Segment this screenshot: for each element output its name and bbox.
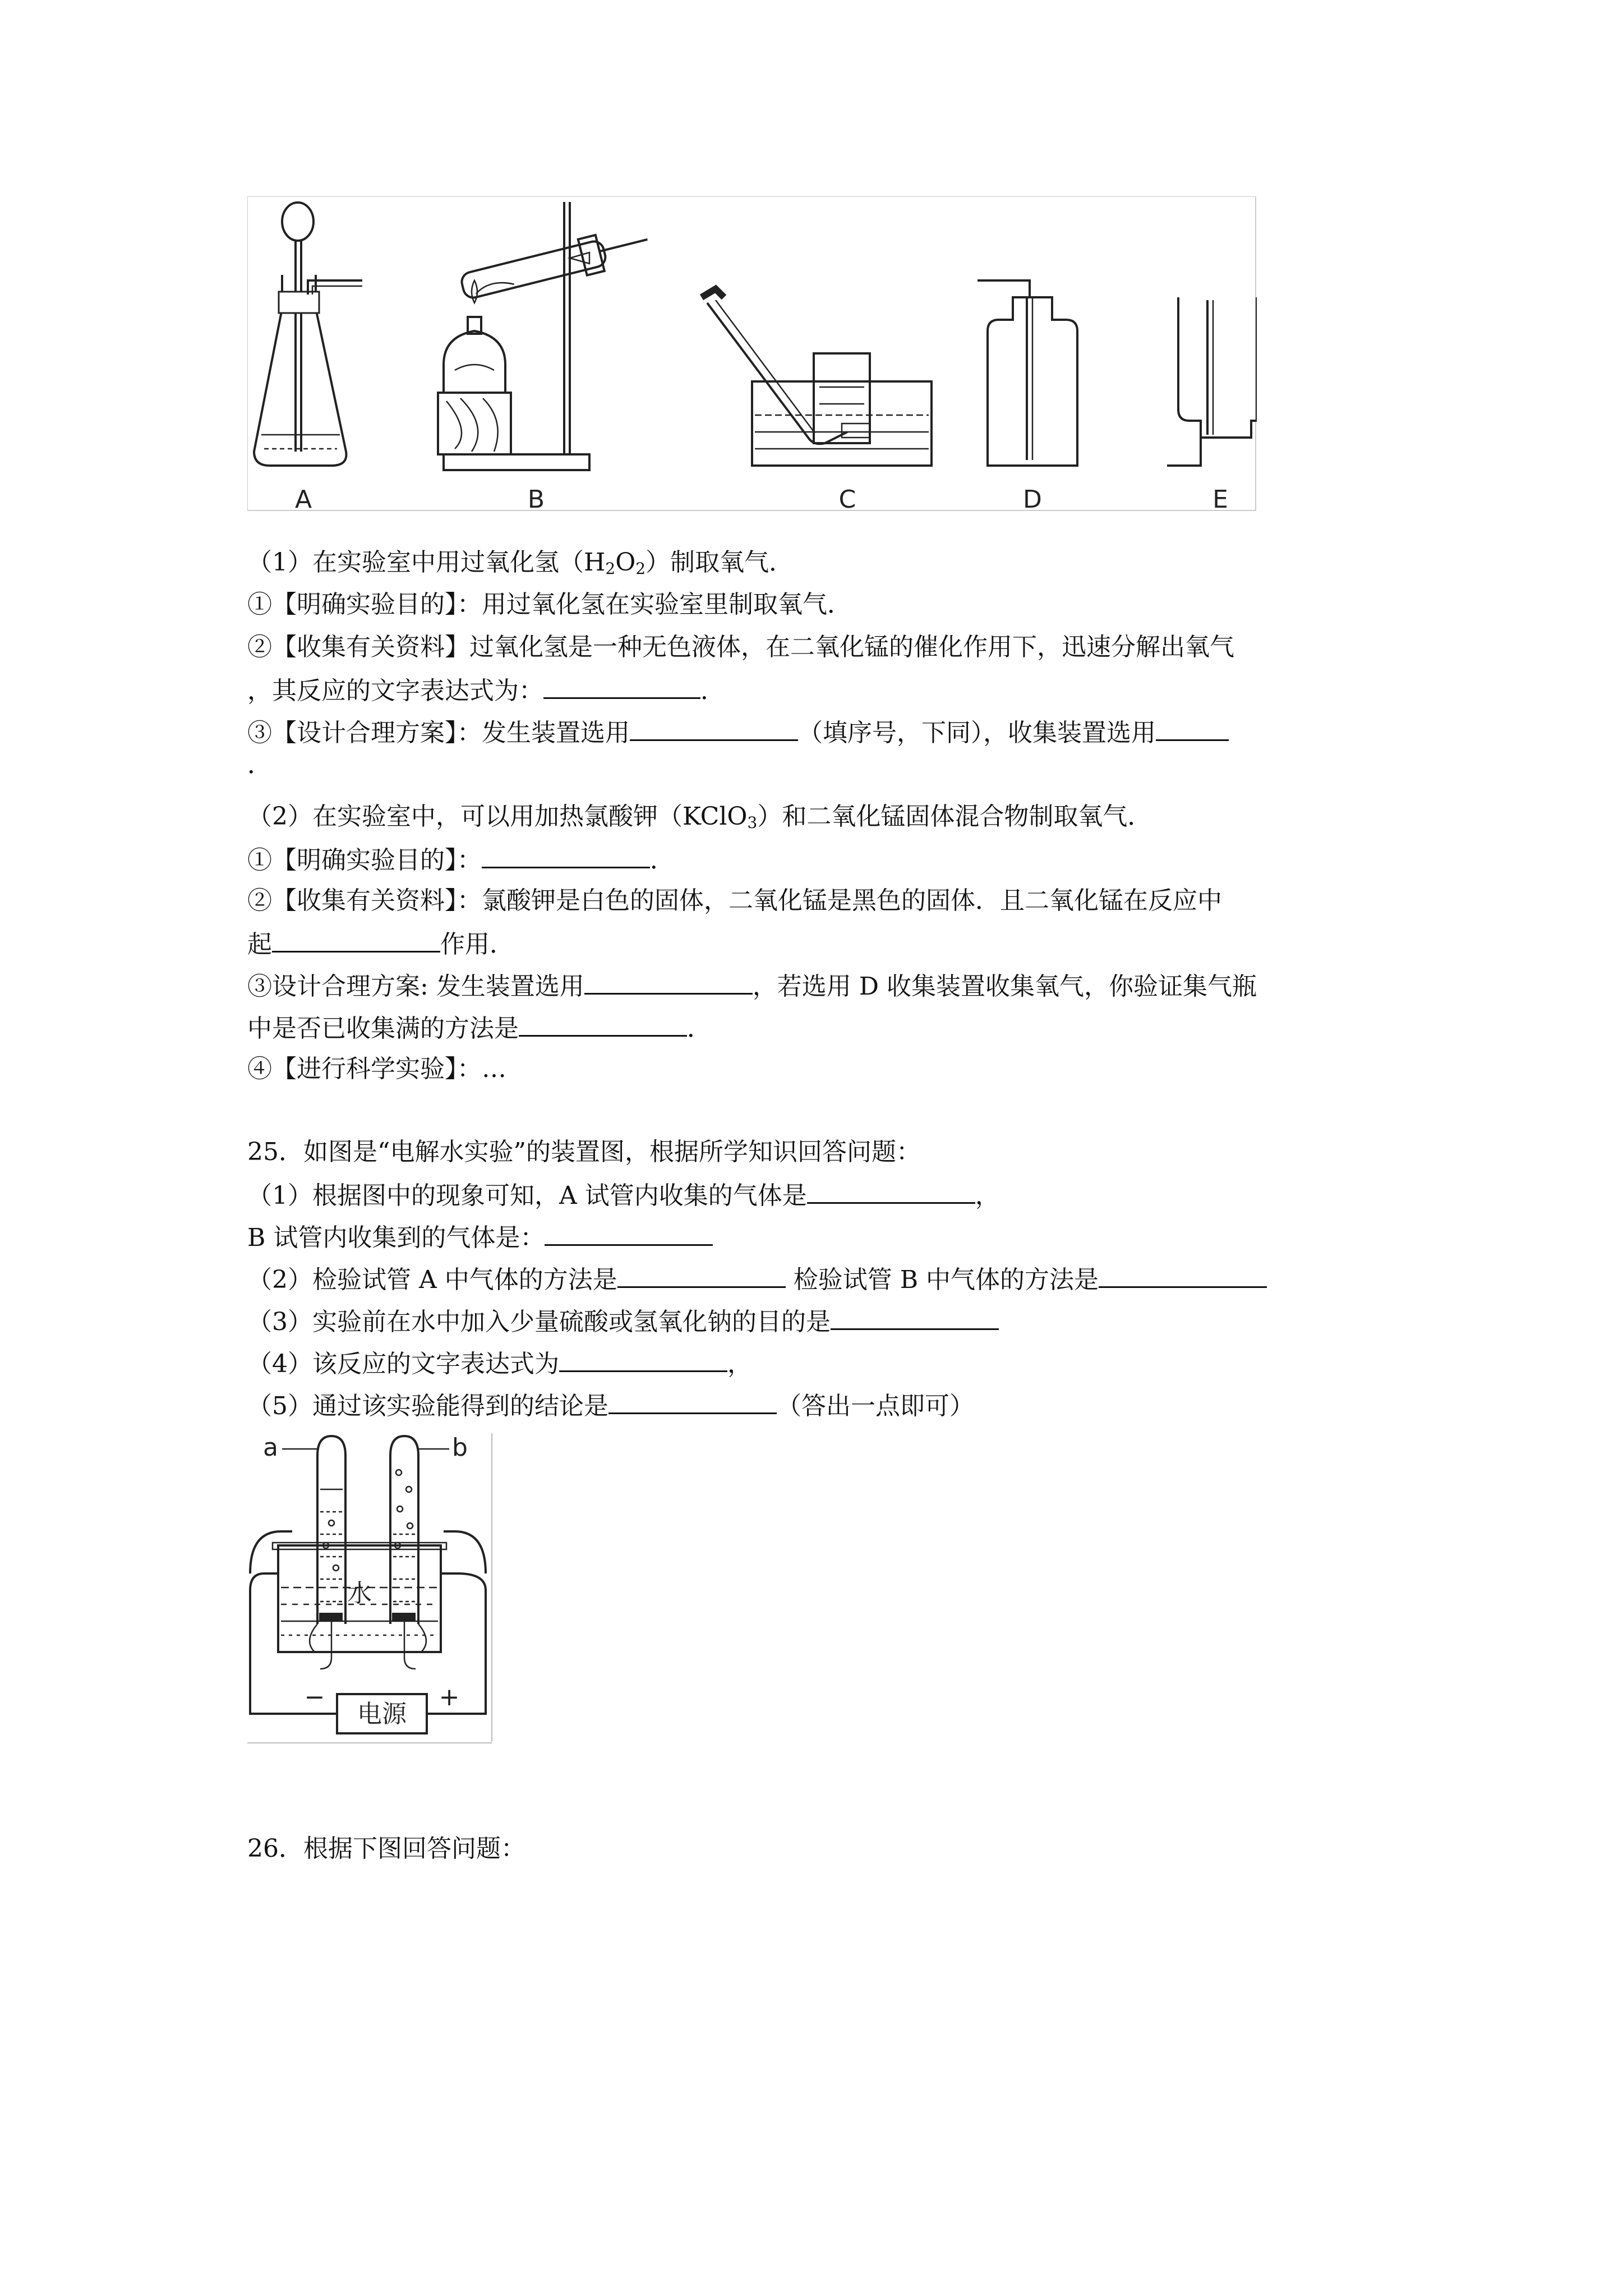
answer-blank[interactable] <box>617 1264 786 1288</box>
apparatus-d <box>978 280 1077 466</box>
label-a: a <box>263 1433 278 1462</box>
q24-part2-intro: （2）在实验室中，可以用加热氯酸钾（KClO$_3$）和二氧化锰固体混合物制取氧气． <box>247 802 1152 832</box>
answer-blank[interactable] <box>272 928 440 953</box>
apparatus-b <box>438 202 652 470</box>
water-label: 水 <box>347 1579 372 1608</box>
label-e: E <box>1212 485 1228 514</box>
q24-part2-step2-cont: 起 作用． <box>247 928 514 959</box>
test-tube-a <box>317 1436 345 1624</box>
apparatus-a <box>254 203 362 466</box>
q26-title: 26．根据下图回答问题： <box>247 1834 525 1863</box>
q24-part2-step3-cont: 中是否已收集满的方法是 ． <box>247 1013 712 1043</box>
q25-line1: （1）根据图中的现象可知，A 试管内收集的气体是 ， <box>247 1180 1000 1211</box>
answer-blank[interactable] <box>482 844 650 868</box>
answer-blank[interactable] <box>545 1222 713 1246</box>
answer-blank[interactable] <box>559 1348 727 1372</box>
q24-part1-intro: （1）在实验室中用过氧化氢$(H_2O_2)$制取氧气． <box>247 548 794 578</box>
answer-blank[interactable] <box>630 717 798 741</box>
minus-sign: − <box>304 1683 325 1711</box>
q25-line6: （5）通过该实验能得到的结论是 （答出一点即可） <box>247 1390 974 1421</box>
test-tube-b <box>390 1436 418 1624</box>
q24-part1-step1: ①【明确实验目的】：用过氧化氢在实验室里制取氧气． <box>247 590 852 619</box>
q25-line4: （3）实验前在水中加入少量硫酸或氢氧化钠的目的是 <box>247 1306 999 1337</box>
q25-line2: B 试管内收集到的气体是： <box>247 1222 713 1253</box>
q24-part1-step3-end: ． <box>247 751 272 779</box>
apparatus-e <box>1167 297 1257 466</box>
q24-part2-step2: ②【收集有关资料】：氯酸钾是白色的固体，二氧化锰是黑色的固体．且二氧化锰在反应中 <box>247 886 1222 915</box>
q24-part2-step1: ①【明确实验目的】： ． <box>247 844 675 875</box>
label-b: b <box>452 1433 468 1462</box>
answer-blank[interactable] <box>1156 717 1229 741</box>
power-label: 电源 <box>357 1700 407 1728</box>
label-a: A <box>294 485 312 514</box>
q25-line3: （2）检验试管 A 中气体的方法是 检验试管 B 中气体的方法是 <box>247 1264 1267 1295</box>
q24-part1-step3: ③【设计合理方案】：发生装置选用 （填序号，下同），收集装置选用 <box>247 717 1229 748</box>
answer-blank[interactable] <box>584 970 753 995</box>
q24-part2-step4: ④【进行科学实验】：… <box>247 1055 506 1083</box>
plus-sign: + <box>439 1683 460 1711</box>
answer-blank[interactable] <box>1099 1264 1267 1288</box>
q24-part2-step3: ③设计合理方案: 发生装置选用 ，若选用 D 收集装置收集氧气，你验证集气瓶 <box>247 970 1257 1001</box>
apparatus-figure <box>247 196 1257 516</box>
answer-blank[interactable] <box>519 1013 687 1037</box>
electrolysis-figure <box>247 1433 494 1747</box>
q25-title: 25．如图是“电解水实验”的装置图，根据所学知识回答问题： <box>247 1138 921 1166</box>
q24-part1-step2: ②【收集有关资料】过氧化氢是一种无色液体，在二氧化锰的催化作用下，迅速分解出氧气 <box>247 633 1234 661</box>
label-b: B <box>527 485 545 514</box>
label-d: D <box>1023 485 1042 514</box>
label-c: C <box>838 485 856 514</box>
apparatus-c <box>702 289 932 466</box>
q24-part1-step2-cont: ，其反应的文字表达式为： ． <box>247 675 725 706</box>
q25-line5: （4）该反应的文字表达式为 ， <box>247 1348 752 1379</box>
answer-blank[interactable] <box>807 1180 975 1204</box>
answer-blank[interactable] <box>543 675 700 699</box>
answer-blank[interactable] <box>831 1306 999 1330</box>
answer-blank[interactable] <box>608 1390 777 1414</box>
